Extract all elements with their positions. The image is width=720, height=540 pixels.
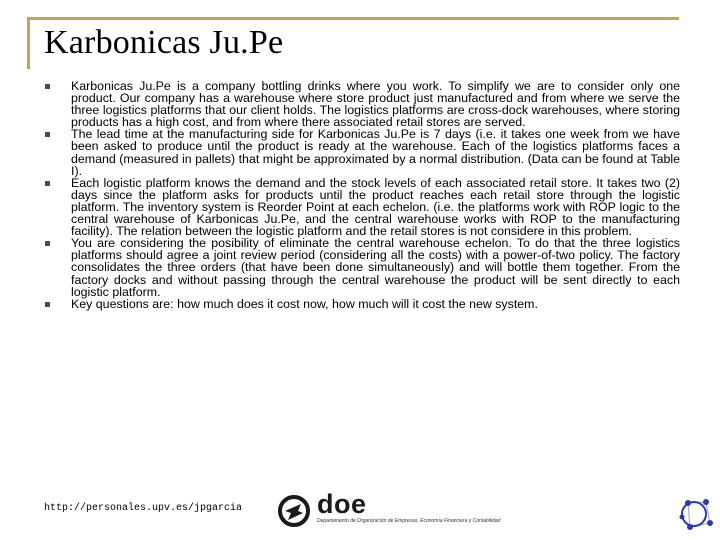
title-frame-left-line [27,17,30,69]
bullet-text: Key questions are: how much does it cost now, how much will it cost the new system. [71,296,538,311]
square-bullet-icon [45,181,50,186]
bullet-text: Karbonicas Ju.Pe is a company bottling drinks where you work. To simplify we are to consider only one product. Our company has a warehouse where store product just manufactured and from where we serve the three logistics platforms that our client holds. The logistics platforms are cross-dock warehouses, where storing products has a high cost, and from where there associated retail stores are served. [71,79,680,130]
bullet-item [40,80,680,128]
square-bullet-icon [45,302,50,307]
square-bullet-icon [45,84,50,89]
bullet-item [40,237,680,297]
bullet-item [40,128,680,176]
bullet-list [40,80,680,310]
logo-caption: Departamento de Organización de Empresas, Economía Financiera y Contabilidad [317,518,501,524]
square-bullet-icon [45,132,50,137]
logo-wordmark: doe [317,489,367,519]
bullet-item [40,177,680,237]
title-frame-top-line [27,17,679,20]
bullet-text: The lead time at the manufacturing side for Karbonicas Ju.Pe is 7 days (i.e. it takes one week from we have been asked to produce until the product is ready at the warehouse. Each of the logistics platforms faces a demand (measured in pallets) that might be approximated by a normal distribution. (Data can be found at Table I). [71,127,680,178]
footer-url: http://personales.upv.es/jpgarcia [44,503,243,514]
geometric-circles-icon [676,497,716,533]
bullet-text: You are considering the posibility of eliminate the central warehouse echelon. To do that the three logistics platforms should agree a joint review period (considering all the costs) with a power-of-two policy. The factory consolidates the three orders (that have been done simultaneously) and will bottle them together. From the factory docks and without passing through the central warehouse the product will be sent directly to each logistic platform. [71,236,680,299]
bullet-item [40,298,680,310]
bullet-text: Each logistic platform knows the demand and the stock levels of each associated retail store. It takes two (2) days since the platform asks for products until the product reaches each retail store through the logistic platform. The inventory system is Reorder Point at each echelon. (i.e. the platforms work with ROP logic to the central warehouse of Karbonicas Ju.Pe, and the central warehouse works with ROP to the manufacturing facility). The relation between the logistic platform and the retail stores is not considere in this problem. [71,175,680,239]
doe-logo-icon [277,494,311,528]
square-bullet-icon [45,241,50,246]
department-logo [277,489,517,528]
slide-title: Karbonicas Ju.Pe [44,24,284,61]
